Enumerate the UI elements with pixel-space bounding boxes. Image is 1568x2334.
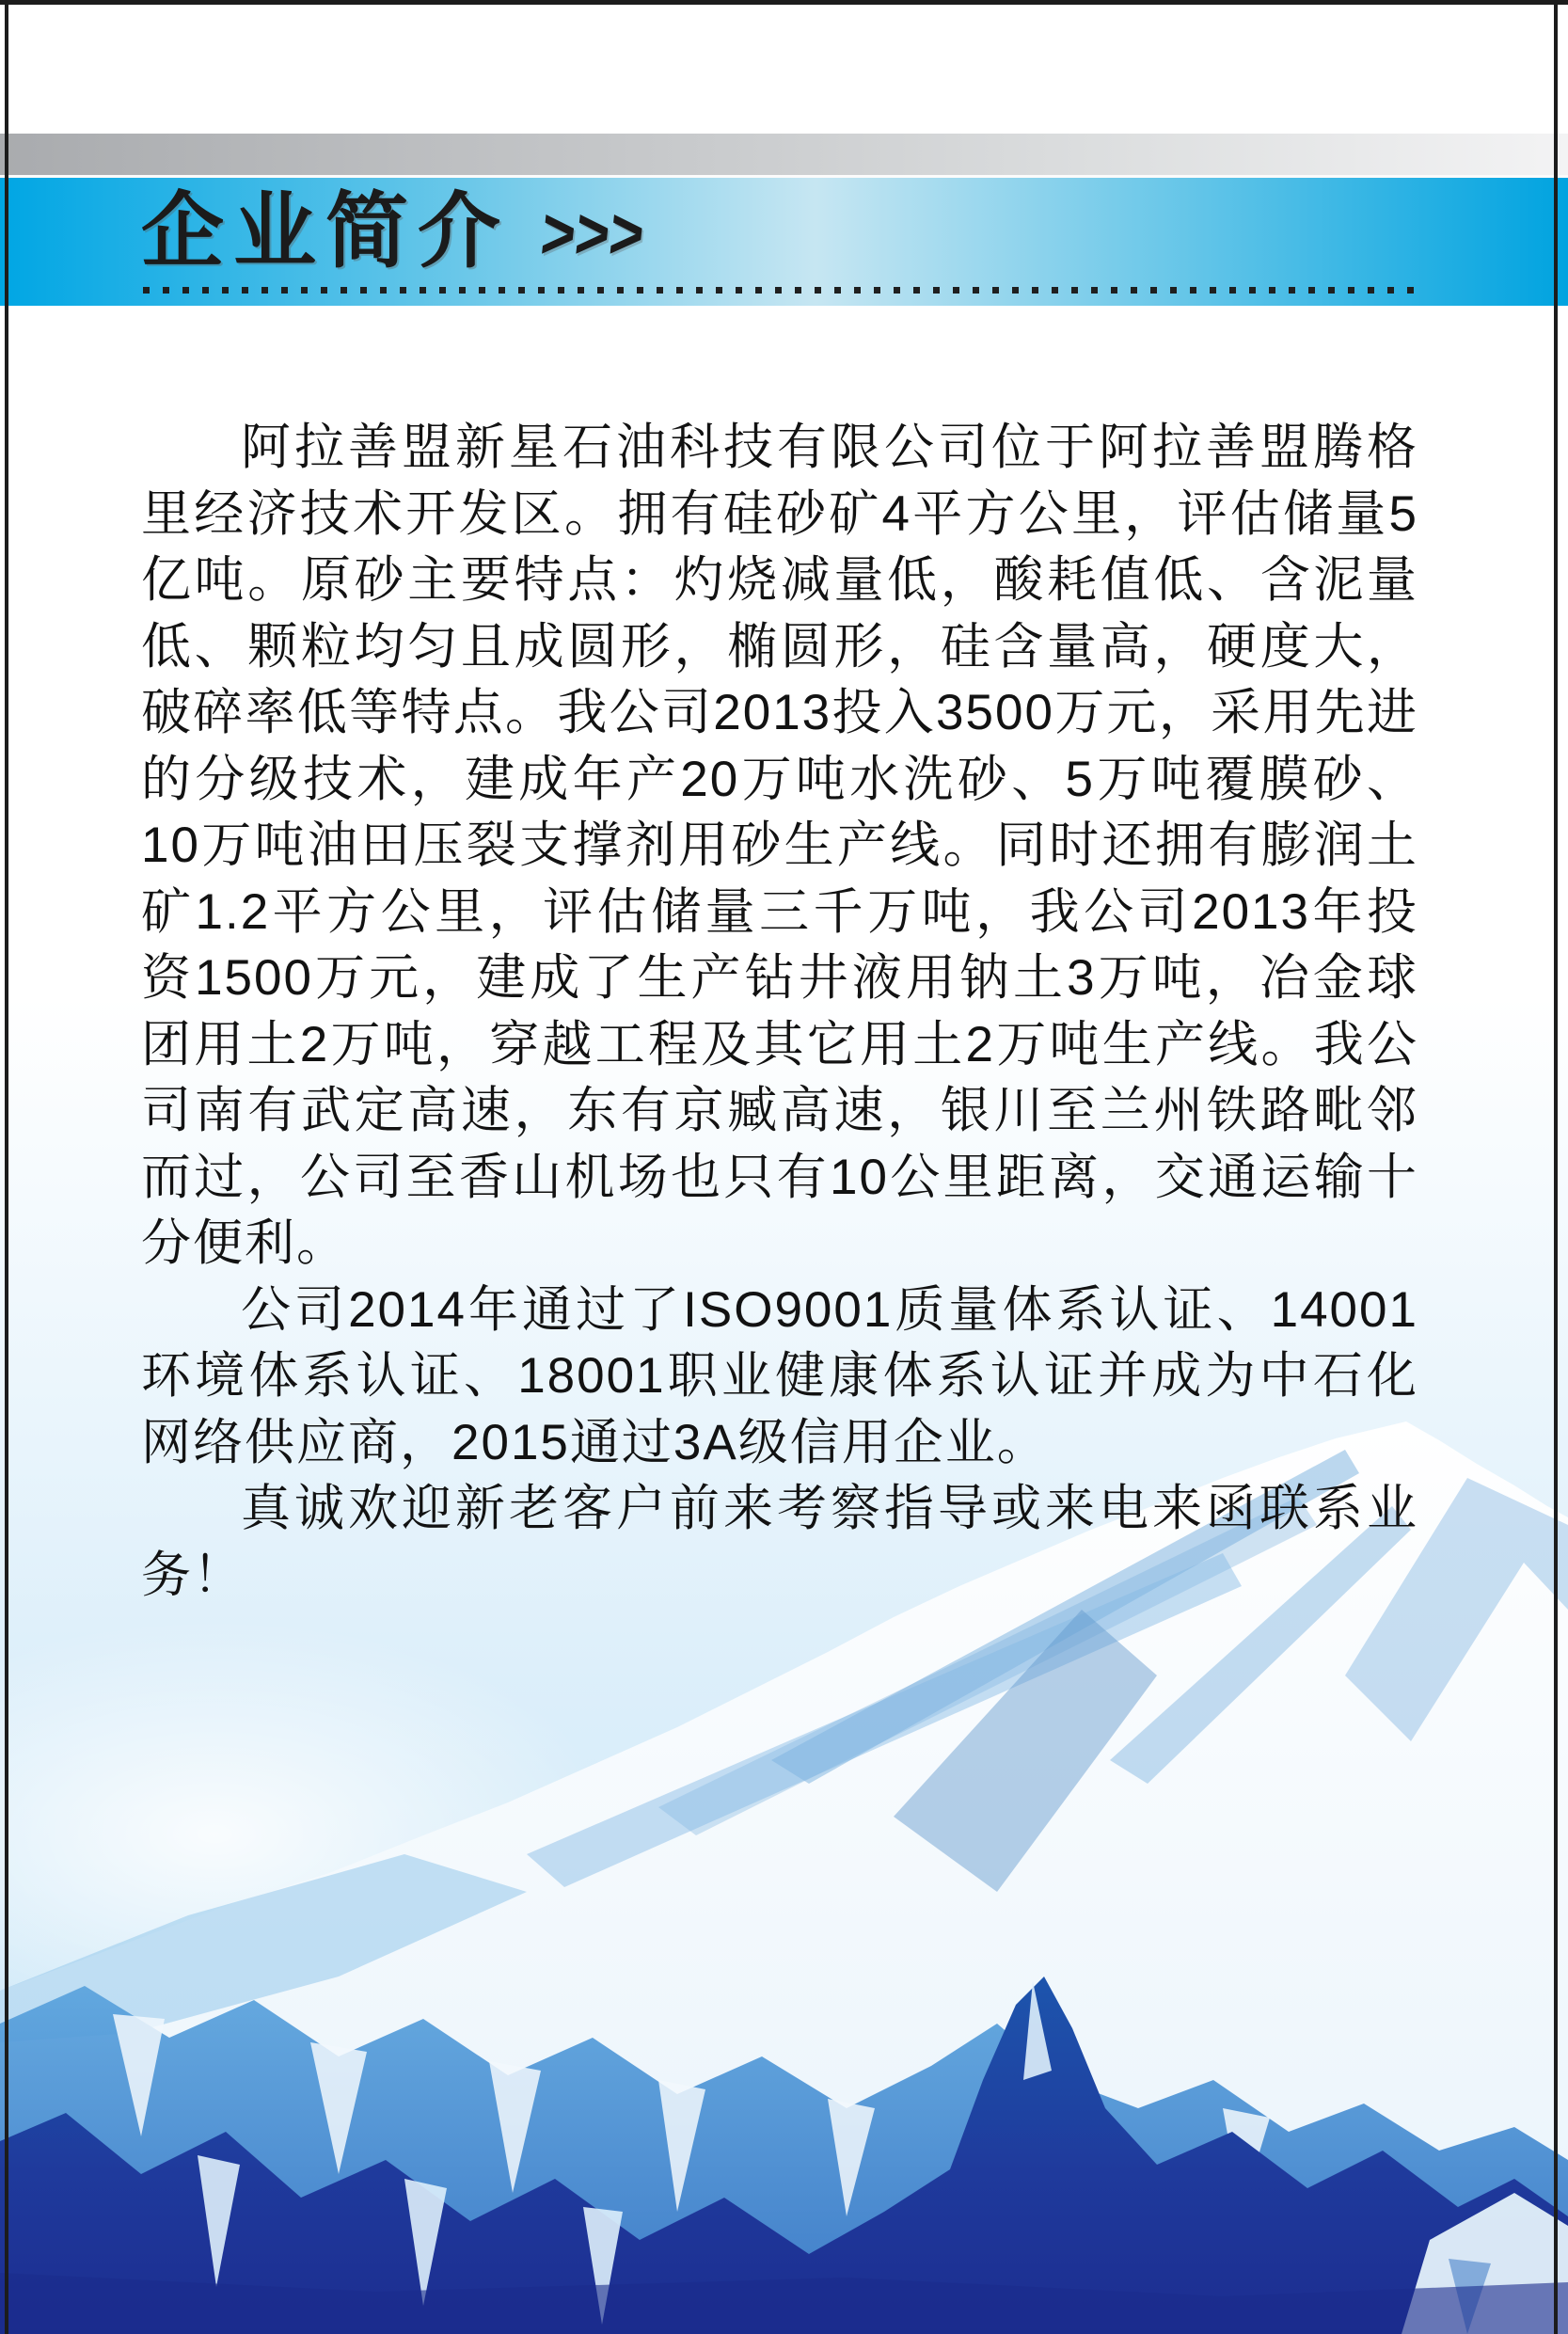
- company-profile-text: [141, 415, 1418, 1609]
- paragraph-company-intro: 阿拉善盟新星石油科技有限公司位于阿拉善盟腾格里经济技术开发区。拥有硅砂矿4平方公里，评估储量5亿吨。原砂主要特点：灼烧减量低，酸耗值低、含泥量低、颗粒均匀且成圆形，椭圆形，硅含量高，硬度大，破碎率低等特点。我公司2013投入3500万元，采用先进的分级技术，建成年产20万吨水洗砂、5万吨覆膜砂、10万吨油田压裂支撑剂用砂生产线。同时还拥有膨润土矿1.2平方公里，评估储量三千万吨，我公司2013年投资1500万元，建成了生产钻井液用钠土3万吨，冶金球团用土2万吨，穿越工程及其它用土2万吨生产线。我公司南有武定高速，东有京臧高速，银川至兰州铁路毗邻而过，公司至香山机场也只有10公里距离，交通运输十分便利。: [141, 420, 1418, 1271]
- page-title: 企业简介: [141, 184, 511, 278]
- gray-gradient-bar: [0, 134, 1568, 178]
- frame-border-left: [5, 0, 8, 2334]
- frame-border-right: [1554, 0, 1558, 2334]
- section-banner: [0, 178, 1568, 306]
- dotted-divider: [143, 287, 1417, 294]
- paragraph-welcome: 真诚欢迎新老客户前来考察指导或来电来函联系业务！: [141, 1481, 1418, 1603]
- chevrons-right-icon: >>>: [537, 193, 648, 275]
- banner-title-row: [141, 180, 648, 283]
- frame-border-top: [0, 0, 1568, 5]
- paragraph-certifications: 公司2014年通过了ISO9001质量体系认证、14001环境体系认证、18001职业健康体系认证并成为中石化网络供应商，2015通过3A级信用企业。: [141, 1281, 1418, 1470]
